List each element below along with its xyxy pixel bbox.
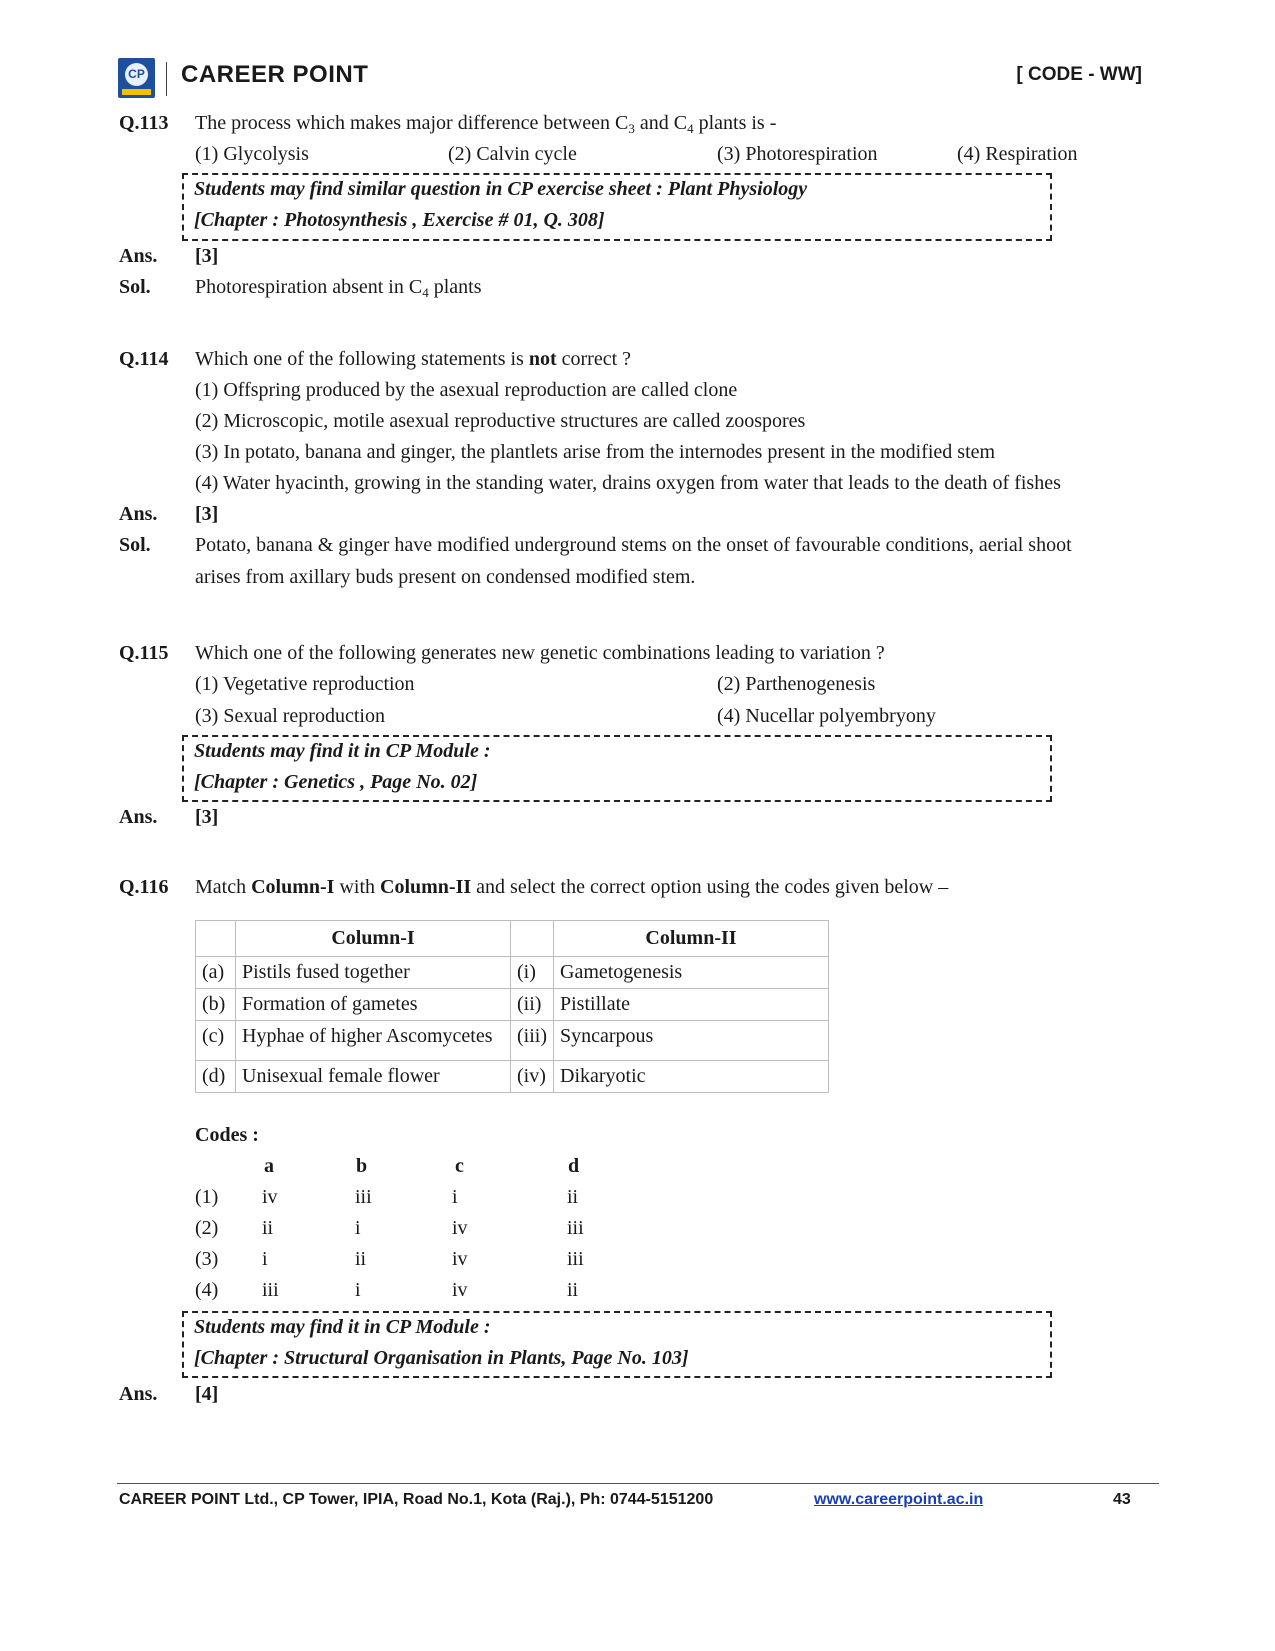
q113-answer: [3] (195, 245, 219, 267)
paper-code: [ CODE - WW] (1016, 64, 1142, 85)
q113-reference-box (182, 173, 1052, 241)
row-column-1: Unisexual female flower (236, 1061, 511, 1093)
row-key: (iv) (511, 1061, 554, 1093)
match-header-key-1 (196, 921, 236, 957)
codes-option-label: (1) (195, 1186, 219, 1208)
q114-option-2: (2) Microscopic, motile asexual reproductive structures are called zoospores (195, 410, 806, 432)
codes-cell: iv (452, 1279, 468, 1301)
codes-cell: iv (452, 1217, 468, 1239)
header-separator (166, 62, 167, 96)
codes-cell: iii (262, 1279, 279, 1301)
q115-question: Which one of the following generates new genetic combinations leading to variation ? (195, 642, 885, 664)
codes-head-b: b (356, 1155, 368, 1177)
q113-answer-label: Ans. (119, 245, 158, 267)
q116-number: Q.116 (119, 876, 169, 898)
footer-website-link[interactable]: www.careerpoint.ac.in (814, 1491, 984, 1508)
codes-cell: ii (567, 1186, 579, 1208)
footer-divider (117, 1483, 1159, 1484)
q114-solution-label: Sol. (119, 534, 151, 556)
codes-option-label: (4) (195, 1279, 219, 1301)
codes-cell: iii (567, 1248, 584, 1270)
brand-name: CAREER POINT (181, 61, 369, 88)
codes-cell: i (452, 1186, 458, 1208)
row-column-1: Hyphae of higher Ascomycetes (236, 1021, 511, 1061)
q115-answer-label: Ans. (119, 806, 158, 828)
q116-answer-label: Ans. (119, 1383, 158, 1405)
q114-solution-line-2: arises from axillary buds present on condensed modified stem. (195, 566, 696, 588)
codes-head-c: c (455, 1155, 464, 1177)
codes-cell: iv (262, 1186, 278, 1208)
q114-answer-label: Ans. (119, 503, 158, 525)
q116-reference-line-1: Students may find it in CP Module : (194, 1316, 491, 1338)
match-table-header (196, 921, 829, 957)
q116-reference-line-2: [Chapter : Structural Organisation in Plants, Page No. 103] (194, 1347, 689, 1369)
logo-strip (122, 89, 151, 95)
footer-address: CAREER POINT Ltd., CP Tower, IPIA, Road No.1, Kota (Raj.), Ph: 0744-5151200 (119, 1491, 714, 1508)
q114-option-3: (3) In potato, banana and ginger, the plantlets arise from the internodes present in the modified stem (195, 441, 996, 463)
codes-cell: iv (452, 1248, 468, 1270)
q114-option-4: (4) Water hyacinth, growing in the standing water, drains oxygen from water that leads to the death of fishes (195, 472, 1061, 494)
codes-cell: ii (567, 1279, 579, 1301)
codes-cell: ii (355, 1248, 367, 1270)
q113-question: The process which makes major difference between $C_3$ and $C_4$ plants is - (195, 112, 777, 136)
row-column-2: Syncarpous (554, 1021, 829, 1061)
q115-number: Q.115 (119, 642, 169, 664)
q114-answer: [3] (195, 503, 219, 525)
codes-cell: i (355, 1217, 361, 1239)
q116-reference-box (182, 1311, 1052, 1378)
codes-cell: i (355, 1279, 361, 1301)
q113-solution-label: Sol. (119, 276, 151, 298)
match-header-column-2: Column-II (554, 921, 829, 957)
q115-reference-line-1: Students may find it in CP Module : (194, 740, 491, 762)
codes-label: Codes : (195, 1124, 259, 1146)
q113-option-4: (4) Respiration (957, 143, 1078, 165)
match-table (195, 920, 829, 1093)
row-column-1: Pistils fused together (236, 957, 511, 989)
table-row (196, 1061, 829, 1093)
row-column-2: Dikaryotic (554, 1061, 829, 1093)
row-key: (iii) (511, 1021, 554, 1061)
q115-option-3: (3) Sexual reproduction (195, 705, 385, 727)
q114-option-1: (1) Offspring produced by the asexual reproduction are called clone (195, 379, 738, 401)
q114-solution-line-1: Potato, banana & ginger have modified underground stems on the onset of favourable conditions, aerial shoot (195, 534, 1072, 556)
career-point-logo (118, 58, 155, 98)
q115-answer: [3] (195, 806, 219, 828)
table-row (196, 989, 829, 1021)
logo-text: CP (128, 67, 145, 81)
q113-option-2: (2) Calvin cycle (448, 143, 577, 165)
row-key: (ii) (511, 989, 554, 1021)
match-header-column-1: Column-I (236, 921, 511, 957)
q113-option-1: (1) Glycolysis (195, 143, 309, 165)
q115-reference-box (182, 735, 1052, 802)
q113-reference-line-1: Students may find similar question in CP exercise sheet : Plant Physiology (194, 178, 808, 200)
table-row (196, 957, 829, 989)
q114-number: Q.114 (119, 348, 169, 370)
codes-cell: iii (567, 1217, 584, 1239)
row-key: (d) (196, 1061, 236, 1093)
codes-option-label: (3) (195, 1248, 219, 1270)
row-key: (i) (511, 957, 554, 989)
codes-option-label: (2) (195, 1217, 219, 1239)
q116-answer: [4] (195, 1383, 219, 1405)
row-key: (b) (196, 989, 236, 1021)
table-row (196, 1021, 829, 1061)
codes-cell: ii (262, 1217, 274, 1239)
row-key: (a) (196, 957, 236, 989)
q113-option-3: (3) Photorespiration (717, 143, 878, 165)
q116-question: Match Column-I with Column-II and select the correct option using the codes given below – (195, 876, 949, 898)
codes-head-a: a (264, 1155, 274, 1177)
row-column-1: Formation of gametes (236, 989, 511, 1021)
q115-option-1: (1) Vegetative reproduction (195, 673, 415, 695)
q113-number: Q.113 (119, 112, 169, 134)
row-column-2: Gametogenesis (554, 957, 829, 989)
row-column-2: Pistillate (554, 989, 829, 1021)
codes-cell: i (262, 1248, 268, 1270)
q115-reference-line-2: [Chapter : Genetics , Page No. 02] (194, 771, 478, 793)
q115-option-4: (4) Nucellar polyembryony (717, 705, 936, 727)
match-header-key-2 (511, 921, 554, 957)
q113-solution: Photorespiration absent in $C_4$ plants (195, 276, 482, 300)
q113-reference-line-2: [Chapter : Photosynthesis , Exercise # 01, Q. 308] (194, 209, 605, 231)
q115-option-2: (2) Parthenogenesis (717, 673, 876, 695)
codes-head-d: d (568, 1155, 580, 1177)
page-number: 43 (1113, 1491, 1131, 1508)
q114-question: Which one of the following statements is not correct ? (195, 348, 632, 370)
codes-cell: iii (355, 1186, 372, 1208)
row-key: (c) (196, 1021, 236, 1061)
